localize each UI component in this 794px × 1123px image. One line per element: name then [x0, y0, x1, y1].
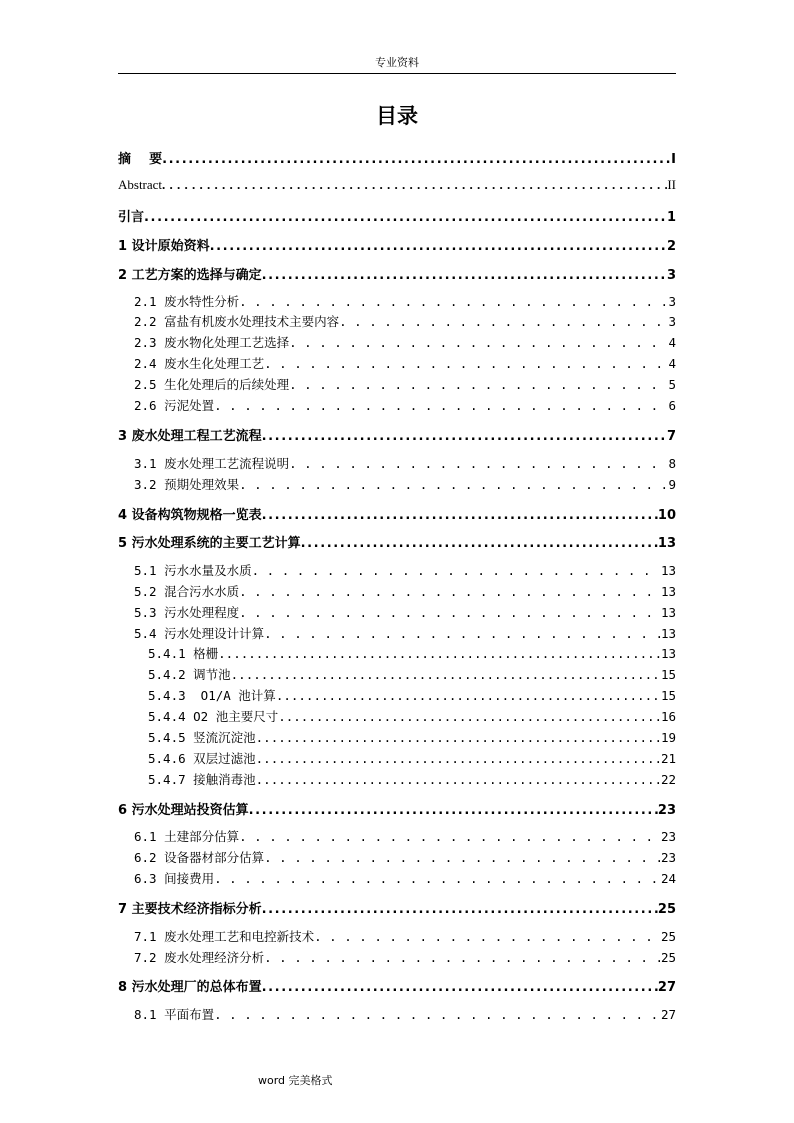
toc-entry-page: 27: [657, 980, 676, 995]
dot-leader: [162, 152, 671, 167]
toc-entry-title: 6 污水处理站投资估算: [118, 803, 249, 818]
toc-entry[interactable]: [134, 582, 676, 600]
toc-entry-title: 5.4 污水处理设计计算: [134, 626, 265, 641]
toc-entry[interactable]: [118, 504, 676, 522]
toc-entry-title: 5.3 污水处理程度: [134, 605, 240, 620]
toc-entry-title: 5.4.3 O1/A 池计算: [148, 688, 276, 703]
toc-entry[interactable]: [134, 869, 676, 887]
dot-leader: [239, 294, 668, 309]
toc-entry[interactable]: [148, 728, 676, 746]
dot-leader: [264, 850, 661, 865]
toc-entry[interactable]: [134, 603, 676, 621]
dot-leader: [339, 314, 668, 329]
toc-entry[interactable]: [118, 177, 676, 195]
toc-entry-title: 2.3 废水物化处理工艺选择: [134, 335, 290, 350]
toc-entry-title: 2.2 富盐有机废水处理技术主要内容: [134, 314, 340, 329]
toc-entry-page: 4: [668, 335, 676, 350]
dot-leader: [264, 356, 668, 371]
toc-entry-title: 5.2 混合污水水质: [134, 584, 240, 599]
toc-entry[interactable]: [148, 770, 676, 788]
toc-entry-page: 5: [668, 377, 676, 392]
toc-entry[interactable]: [134, 561, 676, 579]
toc-entry[interactable]: [148, 644, 676, 662]
toc-entry-title: 3 废水处理工程工艺流程: [118, 429, 262, 444]
toc-entry-page: 4: [668, 356, 676, 371]
dot-leader: [262, 508, 658, 523]
toc-entry-page: 2: [666, 239, 676, 254]
toc-entry-page: 25: [657, 902, 676, 917]
dot-leader: [262, 902, 658, 917]
toc-entry-title: 7 主要技术经济指标分析: [118, 902, 262, 917]
toc-entry-page: 25: [660, 950, 676, 965]
toc-entry-title: 5 污水处理系统的主要工艺计算: [118, 536, 301, 551]
toc-entry-page: II: [667, 177, 676, 192]
toc-entry-title: 7.1 废水处理工艺和电控新技术: [134, 929, 315, 944]
toc-entry-title: 8 污水处理厂的总体布置: [118, 980, 262, 995]
header-rule: [118, 73, 676, 74]
dot-leader: [239, 605, 661, 620]
toc-entry-page: 22: [660, 772, 676, 787]
toc-entry[interactable]: [134, 624, 676, 642]
dot-leader: [262, 980, 658, 995]
toc-entry-title: 6.3 间接费用: [134, 871, 215, 886]
dot-leader: [231, 667, 661, 682]
dot-leader: [214, 871, 661, 886]
toc-entry-page: 13: [660, 605, 676, 620]
dot-leader: [239, 584, 661, 599]
toc-entry[interactable]: [118, 206, 676, 224]
toc-entry-page: 24: [660, 871, 676, 886]
toc-entry-title: Abstract: [118, 177, 163, 192]
toc-entry-page: 25: [660, 929, 676, 944]
dot-leader: [256, 730, 661, 745]
toc-entry-page: 9: [668, 477, 676, 492]
toc-entry[interactable]: [134, 396, 676, 414]
toc-entry-page: 6: [668, 398, 676, 413]
toc-entry-title: 6.2 设备器材部分估算: [134, 850, 265, 865]
toc-title: 目录: [376, 104, 418, 128]
dot-leader: [239, 829, 661, 844]
toc-entry-page: 23: [660, 850, 676, 865]
toc-entry[interactable]: [134, 292, 676, 310]
toc-entry-title: 5.4.7 接触消毒池: [148, 772, 256, 787]
toc-entry-page: 10: [657, 508, 676, 523]
toc-entry[interactable]: [134, 827, 676, 845]
toc-entry-title: 7.2 废水处理经济分析: [134, 950, 265, 965]
toc-entry-title: 3.2 预期处理效果: [134, 477, 240, 492]
toc-entry-page: 3: [666, 268, 676, 283]
toc-entry-page: 16: [660, 709, 676, 724]
toc-entry-page: 8: [668, 456, 676, 471]
toc-entry[interactable]: [148, 665, 676, 683]
dot-leader: [256, 772, 661, 787]
toc-entry-page: 21: [660, 751, 676, 766]
toc-entry-title: 2.5 生化处理后的后续处理: [134, 377, 290, 392]
toc-entry-title: 2.6 污泥处置: [134, 398, 215, 413]
toc-entry[interactable]: [118, 898, 676, 916]
toc-entry[interactable]: [148, 749, 676, 767]
toc-entry-page: 23: [657, 803, 676, 818]
toc-entry-page: 1: [666, 210, 676, 225]
dot-leader: [144, 210, 667, 225]
toc-entry-title: 2 工艺方案的选择与确定: [118, 268, 262, 283]
dot-leader: [264, 950, 661, 965]
dot-leader: [264, 626, 661, 641]
toc-entry[interactable]: [134, 312, 676, 330]
toc-entry-title: 1 设计原始资料: [118, 239, 210, 254]
toc-entry-title: 2.1 废水特性分析: [134, 294, 240, 309]
toc-entry[interactable]: [118, 532, 676, 550]
toc-entry-title: 5.4.5 竖流沉淀池: [148, 730, 256, 745]
dot-leader: [276, 688, 661, 703]
toc-entry-page: 13: [660, 563, 676, 578]
toc-entry[interactable]: [134, 1005, 676, 1023]
toc-entry-page: I: [671, 152, 676, 167]
toc-entry[interactable]: [118, 425, 676, 443]
toc-entry-title: 5.4.2 调节池: [148, 667, 231, 682]
toc-entry-page: 15: [660, 667, 676, 682]
dot-leader: [301, 536, 658, 551]
toc-entry-page: 15: [660, 688, 676, 703]
toc-entry[interactable]: [134, 927, 676, 945]
toc-entry-page: 13: [657, 536, 676, 551]
toc-entry-page: 13: [660, 626, 676, 641]
toc-entry[interactable]: [118, 264, 676, 282]
dot-leader: [214, 1007, 661, 1022]
toc-entry-title: 3.1 废水处理工艺流程说明: [134, 456, 290, 471]
toc-entry[interactable]: [134, 454, 676, 472]
toc-entry-title: 2.4 废水生化处理工艺: [134, 356, 265, 371]
dot-leader: [218, 646, 661, 661]
page-header: 专业资料: [375, 56, 419, 69]
toc-entry-title: 引言: [118, 210, 145, 225]
toc-entry-page: 3: [668, 294, 676, 309]
dot-leader: [252, 563, 661, 578]
toc-entry-title: 6.1 土建部分估算: [134, 829, 240, 844]
toc-entry-page: 3: [668, 314, 676, 329]
toc-entry-title: 8.1 平面布置: [134, 1007, 215, 1022]
toc-entry-title: 5.4.1 格栅: [148, 646, 219, 661]
dot-leader: [289, 456, 668, 471]
toc-entry[interactable]: [118, 976, 676, 994]
toc-entry-title: 5.4.4 O2 池主要尺寸: [148, 709, 279, 724]
toc-entry[interactable]: [134, 333, 676, 351]
dot-leader: [289, 377, 668, 392]
toc-entry[interactable]: [118, 235, 676, 253]
toc-entry[interactable]: [118, 799, 676, 817]
toc-entry[interactable]: [134, 475, 676, 493]
toc-entry[interactable]: [134, 848, 676, 866]
toc-entry-page: 27: [660, 1007, 676, 1022]
toc-entry-page: 19: [660, 730, 676, 745]
dot-leader: [239, 477, 668, 492]
dot-leader: [262, 429, 667, 444]
toc-entry-title: 4 设备构筑物规格一览表: [118, 508, 262, 523]
toc-entry-title: 摘 要: [118, 152, 163, 167]
toc-entry-title: 5.1 污水水量及水质: [134, 563, 252, 578]
page-footer: word 完美格式: [258, 1074, 333, 1087]
toc-entry[interactable]: [134, 375, 676, 393]
toc-entry-page: 23: [660, 829, 676, 844]
dot-leader: [249, 803, 658, 818]
dot-leader: [162, 177, 667, 193]
dot-leader: [314, 929, 661, 944]
toc-entry[interactable]: [118, 148, 676, 166]
dot-leader: [289, 335, 668, 350]
toc-entry[interactable]: [134, 948, 676, 966]
toc-entry-page: 13: [660, 584, 676, 599]
toc-entry[interactable]: [148, 707, 676, 725]
toc-entry-page: 13: [660, 646, 676, 661]
dot-leader: [262, 268, 667, 283]
toc-entry-title: 5.4.6 双层过滤池: [148, 751, 256, 766]
dot-leader: [278, 709, 661, 724]
dot-leader: [214, 398, 668, 413]
dot-leader: [210, 239, 667, 254]
dot-leader: [256, 751, 661, 766]
toc-entry[interactable]: [134, 354, 676, 372]
toc-entry-page: 7: [666, 429, 676, 444]
toc-entry[interactable]: [148, 686, 676, 704]
